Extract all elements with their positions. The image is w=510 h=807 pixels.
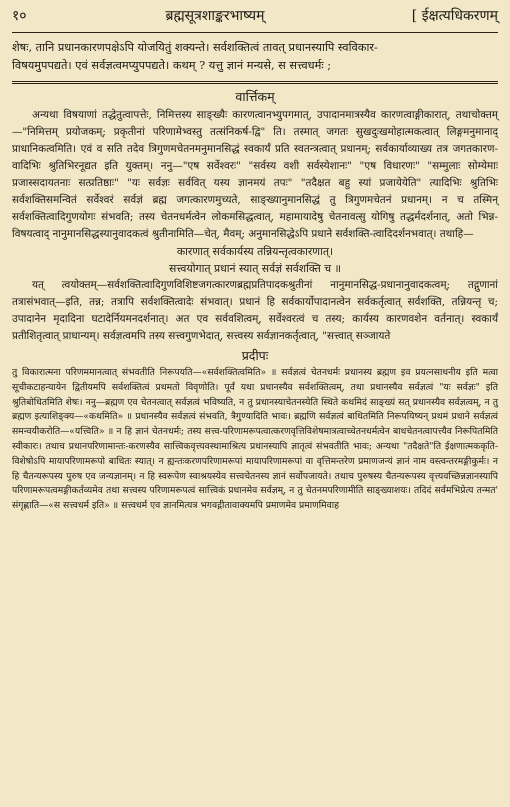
bhashya-text	[12, 39, 498, 75]
page-header	[12, 6, 498, 28]
pradipa-heading: प्रदीपः	[241, 348, 269, 363]
vartika-text	[12, 107, 498, 243]
pradipa-text	[12, 366, 498, 514]
vartika-paragraph: यत् त्वयोक्तम्—सर्वशक्तित्वादिगुणविशिष्टजगत्कारणब्रह्मप्रतिपादकश्रुतीनां नानुमानसिद्ध-प्रधानानुवादकत्वम्; तद्गुणानां तत्रासंभवात्—इति, तन्न; तत्रापि सर्वशक्तित्वादेः संभवात्। प्रधानं हि सर्वकार्योपादानत्वेन सर्वकर्तृत्वात् सर्वशक्ति, तन्नियन्तृ च; उपादानेन मृदादिना घटादेर्नियमनदर्शनात्। अत एव सर्ववशित्वम्, सर्वेश्वरत्वं च तस्य; कार्यस्य कारणवशेन वर्तनात्। स्वकार्यं प्रतीशितृत्वात् प्राधान्यम्। सर्वज्ञत्वमपि तस्य सत्त्वगुणभेदात्, सत्त्वस्य सर्वज्ञानकर्तृत्वात्, "सत्त्वात् सञ्जायते	[12, 279, 498, 342]
running-title: ब्रह्मसूत्रशाङ्करभाष्यम्	[165, 8, 265, 24]
vartika-text-2	[12, 277, 498, 345]
pradipa-paragraph: तु विकारात्मना परिणममानत्वात् संभवतीति निरूपयति—«सर्वशक्तित्वमिति» ॥ सर्वज्ञत्वं चेतनधर्मः प्रधानस्य ब्रह्मण इव प्रयत्नसाधनीय इति मत्वा सूचीकटाहन्यायेन द्वितीयमपि सर्वशक्तित्वं प्रथमतो विवृणोति। पूर्वं यथा प्रधानस्यैव सर्वशक्तित्वम्, तथा प्रधानस्यैव सर्वज्ञत्वं "यः सर्वज्ञः" इति श्रुतिबोधितमिति शेषः। ननु—ब्रह्मण एव चेतनत्वात् सर्वज्ञत्वं भविष्यति, न तु प्रधानस्याचेतनस्येति स्थिते कथमिदं साङ्ख्यं सत् प्रधानस्यैव सर्वज्ञत्वम्, न तु ब्रह्मण इत्याशिङ्क्य—«कथमिति» ॥ प्रधानस्यैव सर्वज्ञत्वं संभवति, त्रैगुण्यादिति भावः। ब्रह्मणि सर्वज्ञत्वं बाधितमिति निरूपयिष्यन् प्रथमं प्रधाने सर्वज्ञत्वं समन्वयीकरोति—«यत्त्विति» ॥ न हि ज्ञानं चेतनधर्मः; तस्य सत्त्व-परिणामरूपत्वात्करणवृत्तिविशेषमात्रत्वाच्चेतनधर्मत्वेन बाधचेतनत्वापत्त्यैव निरूपितमिति स्वीकारः। तथाच प्रधानपरिणामान्तः-करणस्यैव सात्त्विकवृत्त्यवस्थामाश्रित्य प्रधानस्यापि ज्ञातृत्वं संभवतीति भावः; अन्यथा "तदैक्षते"ति ईक्षणात्मककृति-विशेषोऽपि मायापरिणामरूपो बाधितः स्यात्। न ह्यन्तःकरणपरिणामरूपां मायापरिणामरूपां वा वृत्तिमन्तरेण प्रमाणजन्यं ज्ञानं नाम वस्त्वन्तरमङ्गीकुर्मः। न हि चैतन्यरूपस्य पुरुष एव जन्यज्ञानम्। न हि स्वरूपेण स्वाश्रयस्येव सत्त्वचेतनस्य ज्ञानं सर्वोपजायते। तथाच पुरुषस्य चैतन्यरूपस्य वृत्त्यवच्छिन्नज्ञानस्यापि परिणामरूपत्वमङ्गीकर्तव्यमेव तथा सत्त्वस्य परिणामरूपत्वं सात्त्विकं प्रधानमेव सर्वज्ञम्, न तु चेतनमपरिणामीति साङ्ख्याशयः। तदिदं सर्वमभिप्रेत्य तन्मत' संगृह्णाति—«स सत्त्वधर्म इति» ॥ सत्त्वधर्म एव ज्ञानमित्यत्र भगवद्गीतावाक्यमपि प्रमाणमेव प्रमाणमिवाह	[12, 367, 498, 512]
vartika-paragraph: अन्यथा विषयाणां तद्धेतुत्वापत्तेः, निमित्तस्य साङ्ख्यैः कारणत्वानभ्युपगमात्, उपादानमात्रस्यैव कारणत्वाङ्गीकारात्, तथाचोक्तम्—"निमित्तम् प्रयोजकम्; प्रकृतीनां परिणामेभ्वस्तु तत्संनिकर्ष-द्वि" ति। तस्मात् जगतः सुखदुःखमोहात्मकत्वात् लिङ्गमनुमानाद् प्राधानिकत्वमिति। एवं व सति तदेव त्रिगुणमचेतनमनुमानसिद्धं स्वकार्यं प्रति स्वतन्त्रत्वात् प्रधानम्; सर्वकार्याव्याख्य तत्र जगतकारण-वादिभिः श्रुतिभिरनूद्यत इति युक्तम्। ननु—"एष सर्वेश्वरः" "सर्वस्य वशी सर्वस्येशानः" "एष विधारणः" "सम्मुलाः सोम्येमाः प्रजास्सदायतनाः सत्प्रतिष्ठाः" "यः सर्वज्ञः सर्ववित् यस्य ज्ञानमयं तपः" "तदैक्षत बहु स्यां प्रजायेयेति" त्यादिभिः श्रुतिभिः सर्वशक्तिसमन्वितं सर्वेश्वरं सर्वज्ञं ब्रह्म जगत्कारणमुच्यते, साङ्ख्यानुमानसिद्धं तु त्रिगुणमचेतनं प्रधानम्। न च तस्मिन् सर्वशक्तित्वादिगुणयोगः संभवति; तस्य चेतनधर्मत्वेन लोकमसिद्धत्वात्, महामायादेषु चेतनावत्सु योगिषु तद्धर्मदर्शनात्, अतो भिन्न-विषयत्वाद् नानुमानसिद्धस्यानुवादकत्वं श्रुतीनामिति—चेत्, मैवम्; अनुमानसिद्धेऽपि प्रधाने सर्वशक्ति-त्वादिदर्शनभवात्। तथाहि—	[12, 109, 498, 240]
bhashya-line: शेषः, तानि प्रधानकारणपक्षेऽपि योजयितुं शक्यन्ते। सर्वशक्तित्वं तावत् प्रधानस्यापि स्वविकार-	[12, 41, 378, 54]
vartika-heading: वार्त्तिकम्	[235, 89, 275, 104]
page-number: १०	[12, 8, 27, 24]
section-rule	[12, 81, 498, 84]
bhashya-line: विषयमुपपद्यते। एवं सर्वज्ञत्वमप्युपपद्यते। कथम् ? यत्तु ज्ञानं मन्यसे, स सत्त्वधर्मः ;	[12, 59, 332, 72]
verse-block	[12, 243, 498, 277]
verse-line: सत्त्वयोगात् प्रधानं स्यात् सर्वज्ञं सर्वशक्ति च ॥	[168, 262, 342, 275]
verse-line: कारणात् सर्वकार्यस्य तन्नियन्तृत्वकारणात्।	[176, 245, 334, 258]
section-title: [ ईक्षत्यधिकरणम्	[411, 8, 498, 24]
header-rule	[12, 32, 498, 33]
